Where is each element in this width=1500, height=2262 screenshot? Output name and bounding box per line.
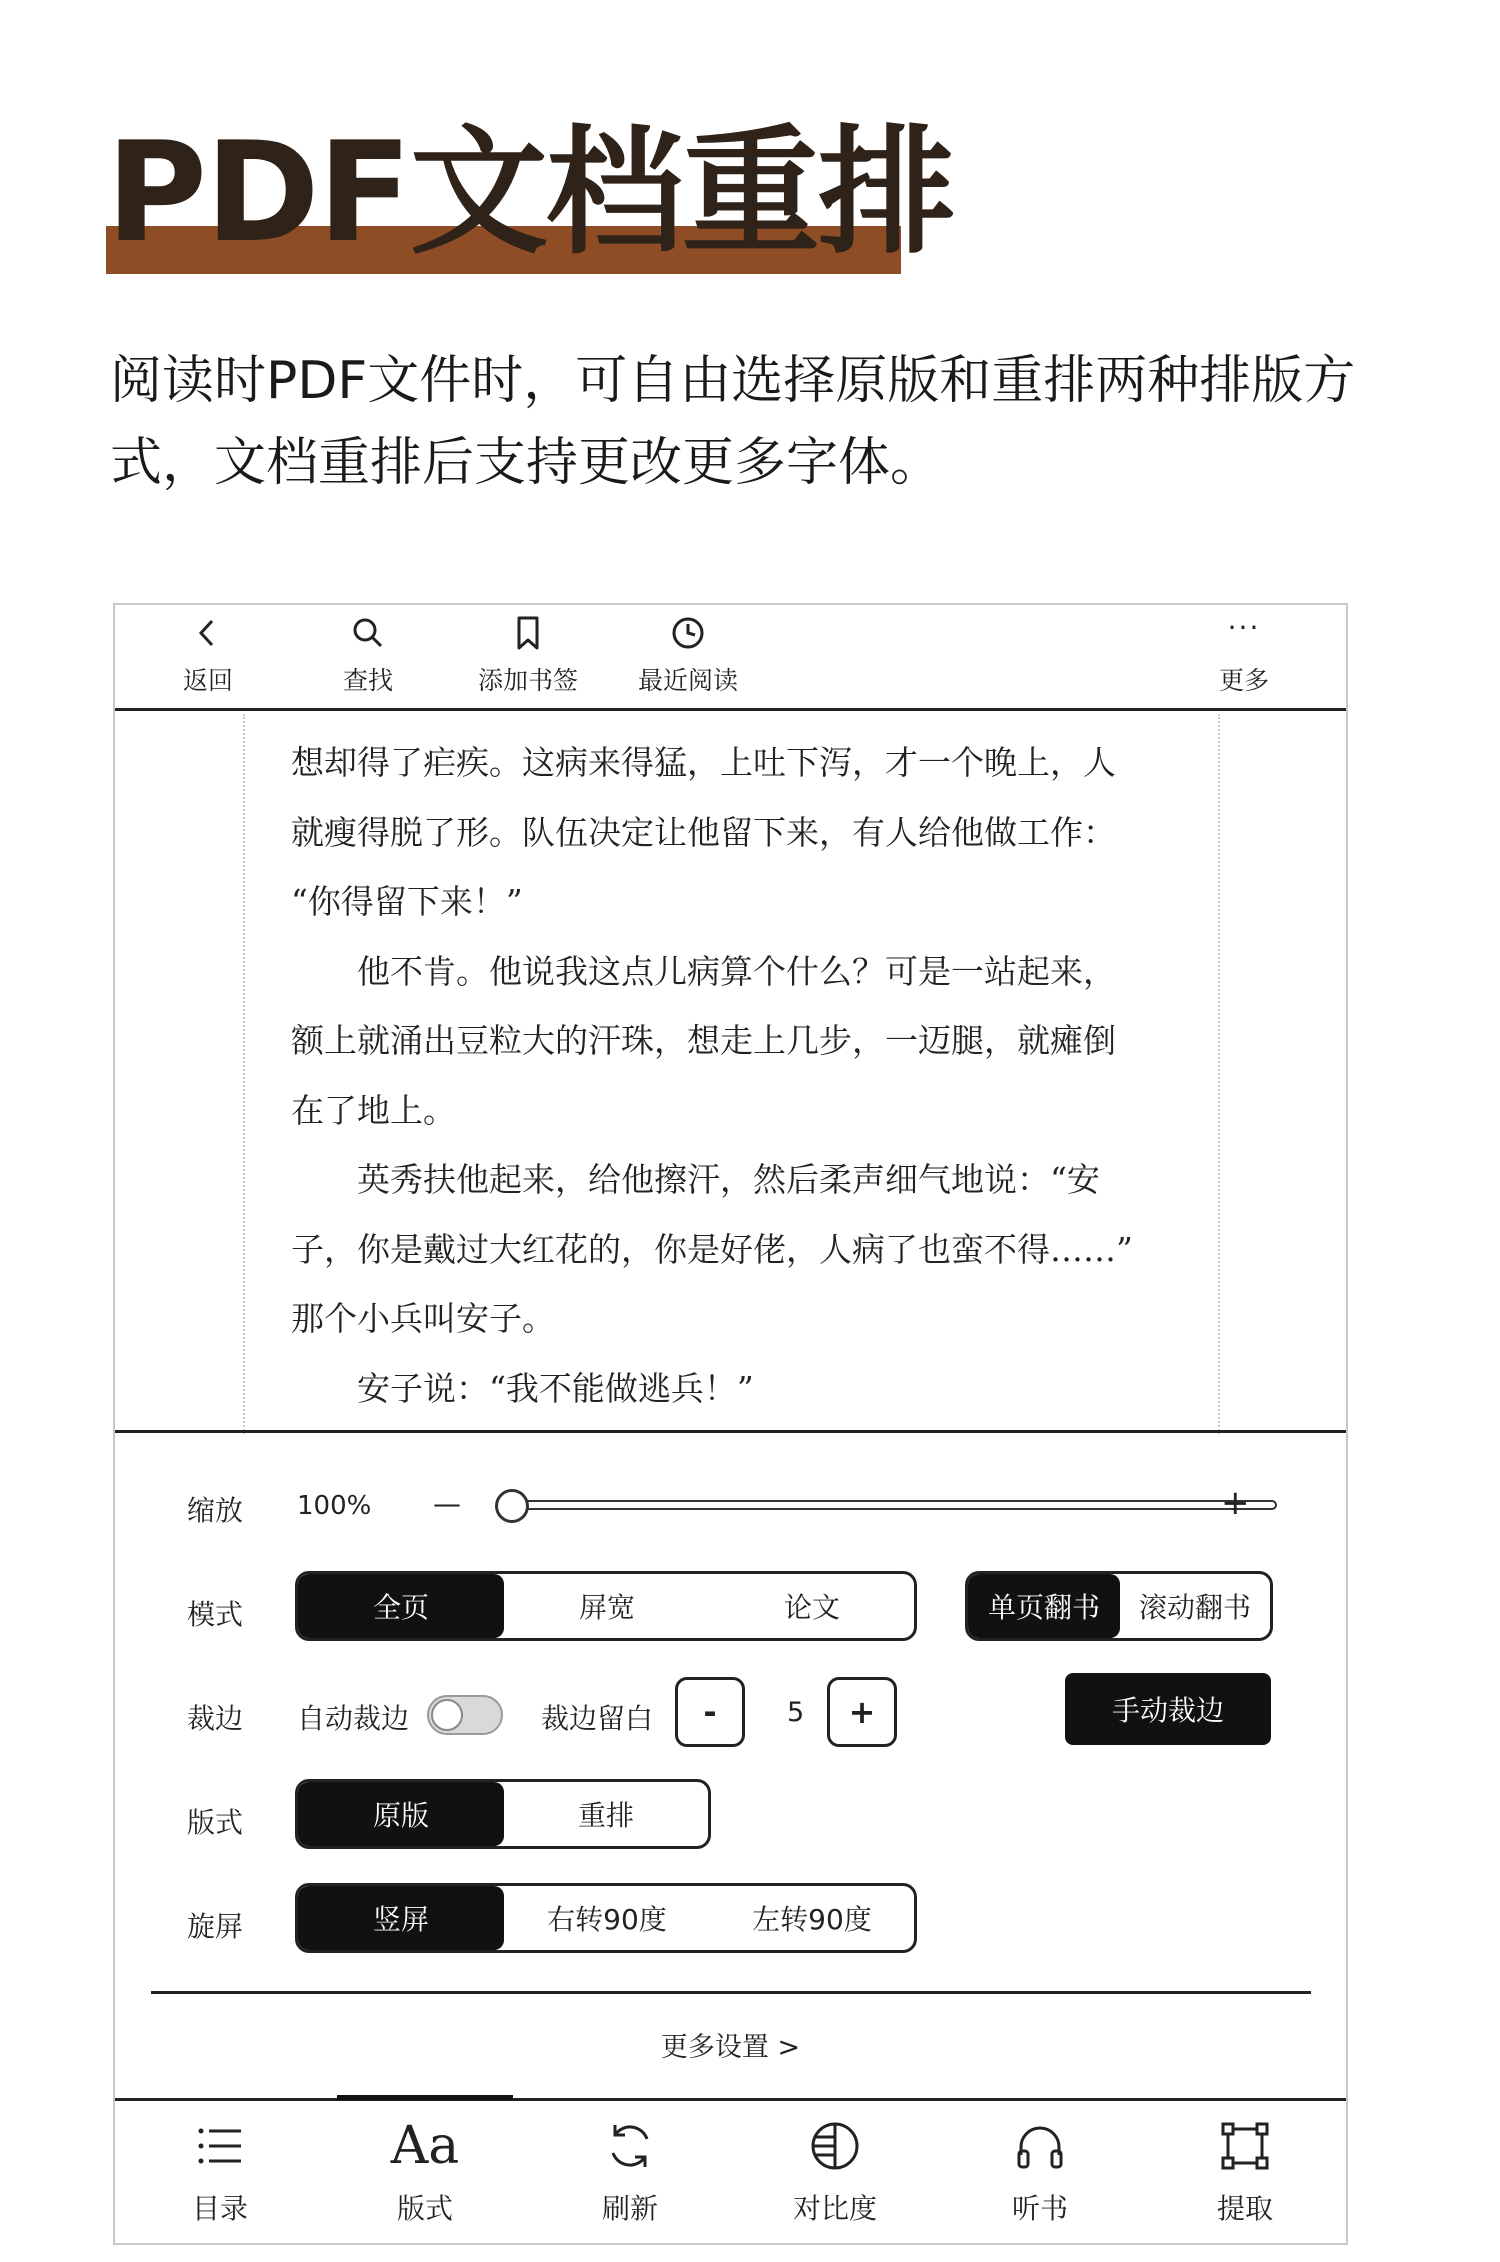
refresh-label: 刷新	[601, 2192, 658, 2225]
recent-reading-label: 最近阅读	[637, 666, 738, 695]
divider	[151, 1991, 1311, 1994]
crop-margin-value: 5	[787, 1697, 805, 1728]
mode-selector	[295, 1571, 917, 1641]
add-bookmark-label: 添加书签	[477, 666, 578, 695]
manual-crop-button[interactable]: 手动裁边	[1065, 1673, 1271, 1745]
mode-screen-width[interactable]: 屏宽	[578, 1591, 635, 1624]
contrast-button[interactable]	[765, 2117, 905, 2237]
more-menu-button[interactable]	[1179, 613, 1309, 705]
hero-title-block	[106, 112, 954, 278]
more-settings-link[interactable]: 更多设置 >	[660, 2032, 801, 2063]
text-line: “你得留下来！”	[291, 882, 523, 921]
text-line: 子，你是戴过大红花的，你是好佬，人病了也蛮不得……”	[291, 1229, 1133, 1269]
crop-margin-label: 裁边留白	[541, 1702, 654, 1735]
rotation-right-90[interactable]: 右转90度	[547, 1903, 667, 1936]
rotation-selector	[295, 1883, 917, 1953]
zoom-slider-handle[interactable]	[495, 1489, 529, 1523]
zoom-in-button[interactable]: +	[1221, 1483, 1250, 1523]
recent-reading-button[interactable]	[623, 613, 753, 705]
crop-frame-icon	[1216, 2117, 1274, 2175]
rotation-label: 旋屏	[187, 1910, 244, 1943]
rotation-left-90[interactable]: 左转90度	[752, 1903, 872, 1936]
zoom-value: 100%	[297, 1491, 372, 1521]
refresh-button[interactable]	[560, 2117, 700, 2237]
text-line: 他不肯。他说我这点儿病算个什么？可是一站起来，	[357, 951, 1116, 991]
reading-area[interactable]	[115, 714, 1346, 1434]
headphones-icon	[1011, 2117, 1069, 2175]
layout-selector	[295, 1779, 711, 1849]
search-label: 查找	[342, 666, 393, 695]
more-label: 更多	[1218, 666, 1269, 695]
page-turn-scroll[interactable]: 滚动翻书	[1138, 1591, 1251, 1624]
mode-label: 模式	[187, 1598, 244, 1631]
clock-icon	[668, 613, 708, 653]
contrast-label: 对比度	[792, 2192, 877, 2225]
text-line: 想却得了疟疾。这病来得猛，上吐下泻，才一个晚上，人	[291, 743, 1116, 782]
reader-screen	[113, 603, 1348, 2245]
format-label: 版式	[396, 2192, 453, 2225]
text-line: 英秀扶他起来，给他擦汗，然后柔声细气地说：“安	[357, 1160, 1100, 1199]
back-label: 返回	[182, 666, 233, 695]
toc-button[interactable]	[150, 2117, 290, 2237]
back-button[interactable]	[143, 613, 273, 705]
text-line: 安子说：“我不能做逃兵！”	[357, 1368, 754, 1408]
page-turn-single[interactable]: 单页翻书	[968, 1574, 1120, 1638]
rotation-portrait[interactable]: 竖屏	[298, 1886, 504, 1950]
text-line: 在了地上。	[291, 1090, 456, 1130]
listen-label: 听书	[1011, 2192, 1068, 2225]
margin-guide-left	[243, 714, 245, 1434]
text-line: 额上就涌出豆粒大的汗珠，想走上几步，一迈腿，就瘫倒	[291, 1021, 1116, 1060]
crop-label: 裁边	[187, 1702, 244, 1735]
page-turn-selector	[965, 1571, 1273, 1641]
margin-guide-right	[1218, 714, 1220, 1434]
page-description: 阅读时PDF文件时，可自由选择原版和重排两种排版方式，文档重排后支持更改更多字体。	[110, 351, 1356, 493]
search-icon	[348, 613, 388, 653]
zoom-out-button[interactable]: —	[433, 1487, 461, 1520]
mode-paper[interactable]: 论文	[783, 1591, 840, 1624]
chevron-left-icon	[188, 613, 228, 653]
add-bookmark-button[interactable]	[463, 613, 593, 705]
font-aa-icon: Aa	[390, 2116, 460, 2176]
contrast-icon	[806, 2117, 864, 2175]
text-line: 那个小兵叫安子。	[291, 1299, 555, 1338]
zoom-label: 缩放	[187, 1494, 244, 1527]
book-text	[291, 728, 1171, 1423]
text-line: 就瘦得脱了形。队伍决定让他留下来，有人给他做工作：	[291, 812, 1116, 852]
auto-crop-label: 自动裁边	[297, 1702, 410, 1735]
mode-full-page[interactable]: 全页	[298, 1574, 504, 1638]
zoom-slider[interactable]	[497, 1500, 1277, 1510]
crop-margin-decrement[interactable]: -	[675, 1677, 745, 1747]
more-icon: ···	[1227, 611, 1261, 644]
list-icon	[191, 2117, 249, 2175]
auto-crop-toggle[interactable]	[427, 1695, 503, 1735]
listen-button[interactable]	[970, 2117, 1110, 2237]
active-tab-indicator	[337, 2095, 513, 2100]
page-title: PDF文档重排	[106, 112, 954, 273]
extract-button[interactable]	[1175, 2117, 1315, 2237]
top-toolbar	[115, 605, 1346, 711]
refresh-icon	[601, 2117, 659, 2175]
format-button[interactable]	[355, 2117, 495, 2237]
layout-label: 版式	[187, 1806, 244, 1839]
layout-original[interactable]: 原版	[298, 1782, 504, 1846]
search-button[interactable]	[303, 613, 433, 705]
layout-reflow[interactable]: 重排	[577, 1799, 634, 1832]
bottom-toolbar	[115, 2098, 1346, 2244]
crop-margin-increment[interactable]: +	[827, 1677, 897, 1747]
toggle-knob	[431, 1699, 463, 1731]
layout-settings-panel	[115, 1430, 1346, 2100]
toc-label: 目录	[191, 2192, 248, 2225]
extract-label: 提取	[1216, 2192, 1273, 2225]
bookmark-icon	[508, 613, 548, 653]
